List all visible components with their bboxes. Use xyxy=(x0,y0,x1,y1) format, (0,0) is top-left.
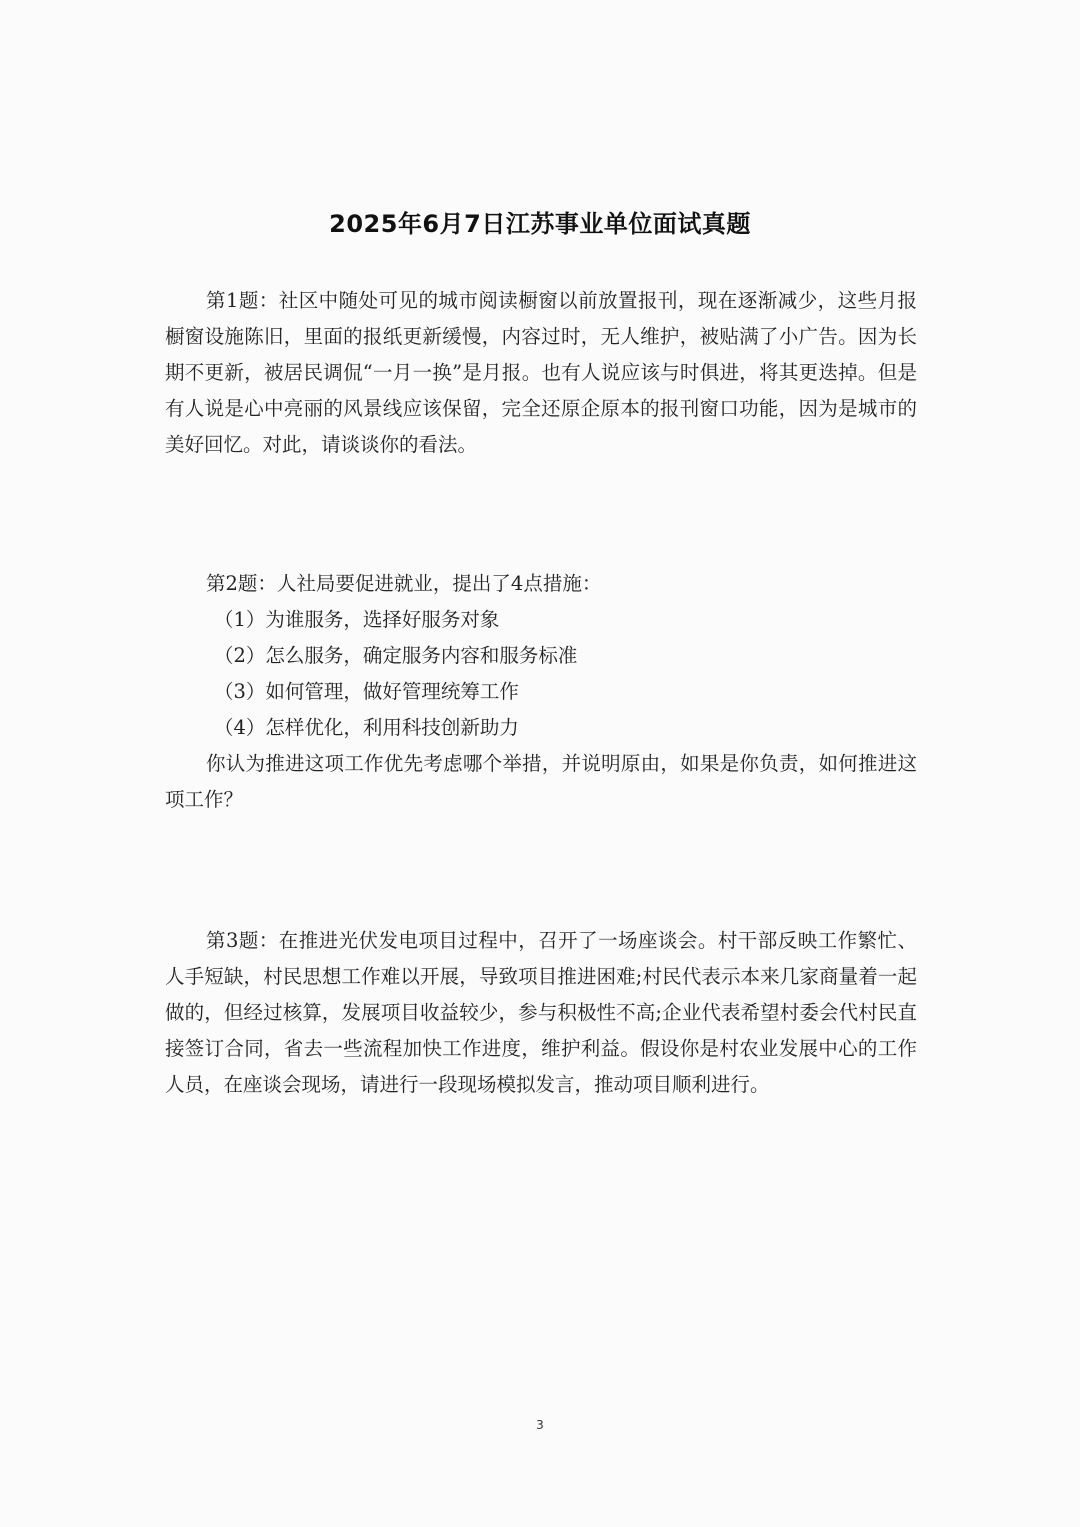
question-2-item-1: （1）为谁服务，选择好服务对象 xyxy=(214,608,500,631)
question-2-item-3: （3）如何管理，做好管理统筹工作 xyxy=(214,680,519,703)
question-2 xyxy=(165,566,917,818)
page-number: 3 xyxy=(536,1418,544,1432)
question-2-outro: 你认为推进这项工作优先考虑哪个举措，并说明原由，如果是你负责，如何推进这项工作？ xyxy=(165,752,917,811)
question-2-item-2: （2）怎么服务，确定服务内容和服务标准 xyxy=(214,644,578,667)
question-1-text: 第1题：社区中随处可见的城市阅读橱窗以前放置报刊，现在逐渐减少，这些月报橱窗设施陈旧，里面的报纸更新缓慢，内容过时，无人维护，被贴满了小广告。因为长期不更新，被居民调侃“一月一换”是月报。也有人说应该与时俱进，将其更迭掉。但是有人说是心中亮丽的风景线应该保留，完全还原企原本的报刊窗口功能，因为是城市的美好回忆。对此，请谈谈你的看法。 xyxy=(165,289,917,456)
question-3-text: 第3题：在推进光伏发电项目过程中，召开了一场座谈会。村干部反映工作繁忙、人手短缺，村民思想工作难以开展，导致项目推进困难;村民代表示本来几家商量着一起做的，但经过核算，发展项目收益较少，参与积极性不高;企业代表希望村委会代村民直接签订合同，省去一些流程加快工作进度，维护利益。假设你是村农业发展中心的工作人员，在座谈会现场，请进行一段现场模拟发言，推动项目顺利进行。 xyxy=(165,929,917,1096)
question-3 xyxy=(165,923,917,1103)
question-2-intro: 第2题：人社局要促进就业，提出了4点措施： xyxy=(206,572,602,595)
document-title: 2025年6月7日江苏事业单位面试真题 xyxy=(329,210,751,238)
question-1 xyxy=(165,283,917,463)
question-2-item-4: （4）怎样优化，利用科技创新助力 xyxy=(214,716,519,739)
